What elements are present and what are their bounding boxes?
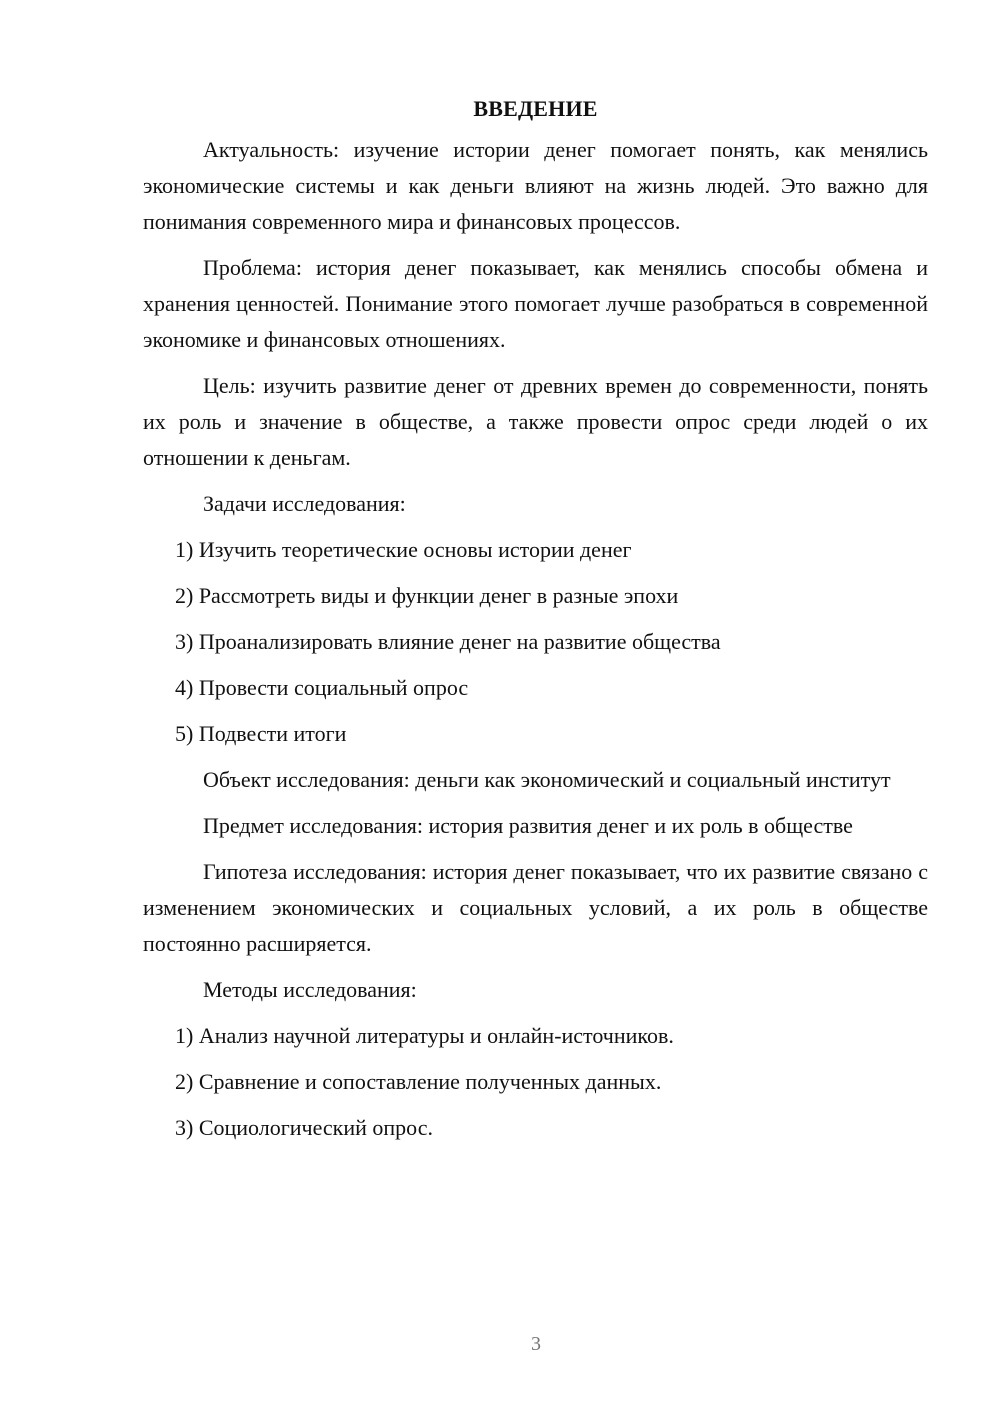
method-item: 1) Анализ научной литературы и онлайн-источников. [175, 1023, 674, 1048]
methods-heading: Методы исследования: [203, 977, 417, 1002]
relevance-paragraph: Актуальность: изучение истории денег помогает понять, как менялись экономические системы и как деньги влияют на жизнь людей. Это важно для понимания современного мира и финансовых процессов. [143, 137, 928, 234]
task-item: 3) Проанализировать влияние денег на развитие общества [175, 629, 721, 654]
task-item: 5) Подвести итоги [175, 721, 347, 746]
page-title: ВВЕДЕНИЕ [473, 96, 598, 121]
page-number: 3 [531, 1333, 541, 1355]
tasks-heading: Задачи исследования: [203, 491, 406, 516]
page-content [143, 94, 928, 1156]
task-item: 2) Рассмотреть виды и функции денег в разные эпохи [175, 583, 679, 608]
task-item: 1) Изучить теоретические основы истории денег [175, 537, 632, 562]
goal-paragraph: Цель: изучить развитие денег от древних времен до современности, понять их роль и значение в обществе, а также провести опрос среди людей о их отношении к деньгам. [143, 373, 928, 470]
hypothesis-paragraph: Гипотеза исследования: история денег показывает, что их развитие связано с изменением экономических и социальных условий, а их роль в обществе постоянно расширяется. [143, 859, 928, 956]
subject-paragraph: Предмет исследования: история развития денег и их роль в обществе [203, 813, 853, 838]
task-item: 4) Провести социальный опрос [175, 675, 469, 700]
object-paragraph: Объект исследования: деньги как экономический и социальный институт [203, 767, 891, 792]
method-item: 3) Социологический опрос. [175, 1115, 433, 1140]
method-item: 2) Сравнение и сопоставление полученных данных. [175, 1069, 662, 1094]
problem-paragraph: Проблема: история денег показывает, как менялись способы обмена и хранения ценностей. Понимание этого помогает лучше разобраться в современной экономике и финансовых отношениях. [143, 255, 928, 352]
